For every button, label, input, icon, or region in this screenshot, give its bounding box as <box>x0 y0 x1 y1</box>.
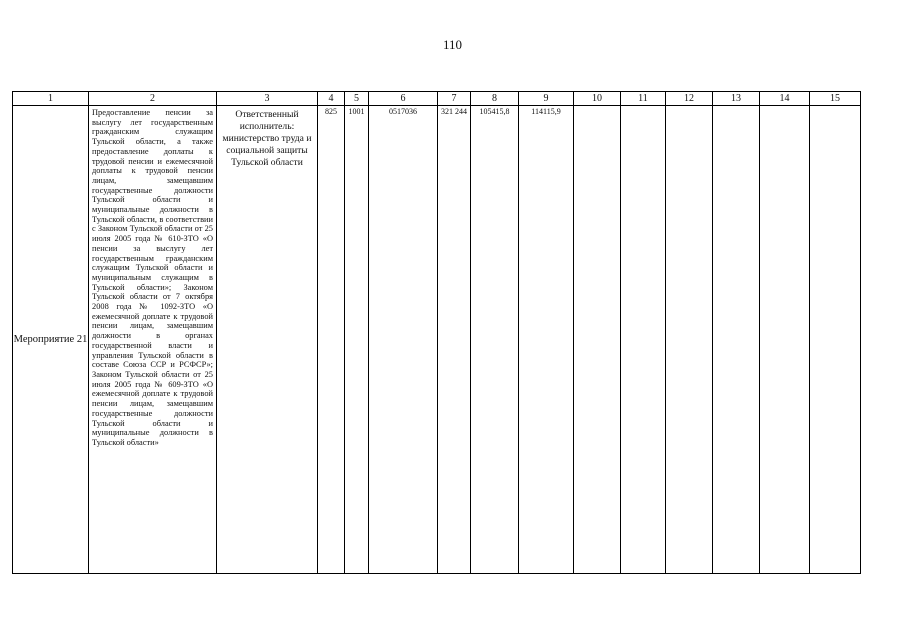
col7-cell: 321 244 <box>438 106 471 574</box>
col10-cell <box>574 106 621 574</box>
col9-cell: 114115,9 <box>519 106 574 574</box>
column-header-6: 6 <box>369 92 438 106</box>
col11-cell <box>621 106 666 574</box>
column-header-2: 2 <box>89 92 217 106</box>
column-header-15: 15 <box>810 92 861 106</box>
col14-cell <box>760 106 810 574</box>
responsible-cell: Ответственный исполнитель: министерство труда и социальной защиты Тульской области <box>217 106 318 574</box>
column-number-row <box>13 92 861 106</box>
column-header-8: 8 <box>471 92 519 106</box>
column-header-13: 13 <box>713 92 760 106</box>
measure-cell: Мероприятие 21 <box>13 106 89 574</box>
col13-cell <box>713 106 760 574</box>
col12-cell <box>666 106 713 574</box>
column-header-5: 5 <box>345 92 369 106</box>
column-header-4: 4 <box>318 92 345 106</box>
program-measures-table <box>12 91 861 574</box>
column-header-10: 10 <box>574 92 621 106</box>
column-header-1: 1 <box>13 92 89 106</box>
col6-cell: 0517036 <box>369 106 438 574</box>
column-header-11: 11 <box>621 92 666 106</box>
col8-cell: 105415,8 <box>471 106 519 574</box>
col15-cell <box>810 106 861 574</box>
description-cell: Предоставление пенсии за выслугу лет государственным гражданским служащим Тульской области, а также предоставление доплаты к трудовой пенсии и ежемесячной доплаты к трудовой пенсии лицам, замещавшим государственные должности Тульской области и муниципальные должности в Тульской области, в соответствии с Законом Тульской области от 25 июля 2005 года № 610-ЗТО «О пенсии за выслугу лет государственным гражданским служащим Тульской области и муниципальным служащим в Тульской области»; Законом Тульской области от 7 октября 2008 года № 1092-ЗТО «О ежемесячной доплате к трудовой пенсии лицам, замещавшим должности в органах государственной власти и управления Тульской области в составе Союза ССР и РСФСР»; Законом Тульской области от 25 июля 2005 года № 609-ЗТО «О ежемесячной доплате к трудовой пенсии лицам, замещавшим государственные должности Тульской области и муниципальные должности в Тульской области» <box>89 106 217 574</box>
column-header-3: 3 <box>217 92 318 106</box>
col4-cell: 825 <box>318 106 345 574</box>
column-header-14: 14 <box>760 92 810 106</box>
column-header-12: 12 <box>666 92 713 106</box>
table-row <box>13 106 861 574</box>
page-number: 110 <box>442 37 463 52</box>
col5-cell: 1001 <box>345 106 369 574</box>
column-header-9: 9 <box>519 92 574 106</box>
column-header-7: 7 <box>438 92 471 106</box>
